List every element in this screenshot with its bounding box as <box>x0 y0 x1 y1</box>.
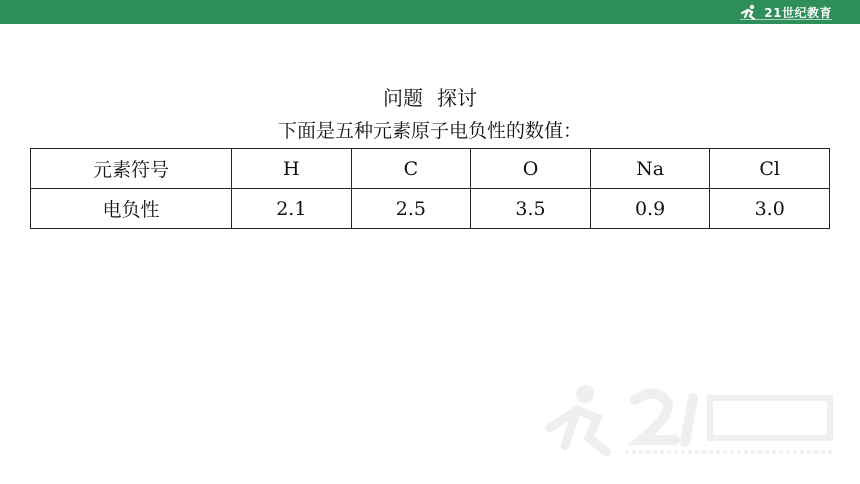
intro-text: 下面是五种元素原子电负性的数值： <box>277 120 582 142</box>
symbol-cell: C <box>351 149 471 189</box>
symbol-cell: H <box>232 149 352 189</box>
runner-icon <box>738 4 760 20</box>
value-cell: 2.1 <box>232 189 352 229</box>
electronegativity-table <box>30 148 830 229</box>
top-banner <box>0 0 860 24</box>
watermark-logo <box>545 380 845 460</box>
value-cell: 2.5 <box>351 189 471 229</box>
value-cell: 0.9 <box>590 189 710 229</box>
symbol-cell: O <box>471 149 591 189</box>
header-cell-electronegativity: 电负性 <box>31 189 232 229</box>
title-discuss: 探讨 <box>437 86 477 110</box>
symbol-cell: Na <box>590 149 710 189</box>
table-row-values <box>31 189 830 229</box>
value-cell: 3.0 <box>710 189 830 229</box>
brand-logo-text: 21世纪教育 <box>764 5 832 20</box>
header-cell-symbol: 元素符号 <box>31 149 232 189</box>
value-cell: 3.5 <box>471 189 591 229</box>
symbol-cell: Cl <box>710 149 830 189</box>
page-title <box>0 82 860 111</box>
title-question: 问题 <box>383 86 423 110</box>
table-row-symbols <box>31 149 830 189</box>
logo-underline <box>740 19 832 20</box>
